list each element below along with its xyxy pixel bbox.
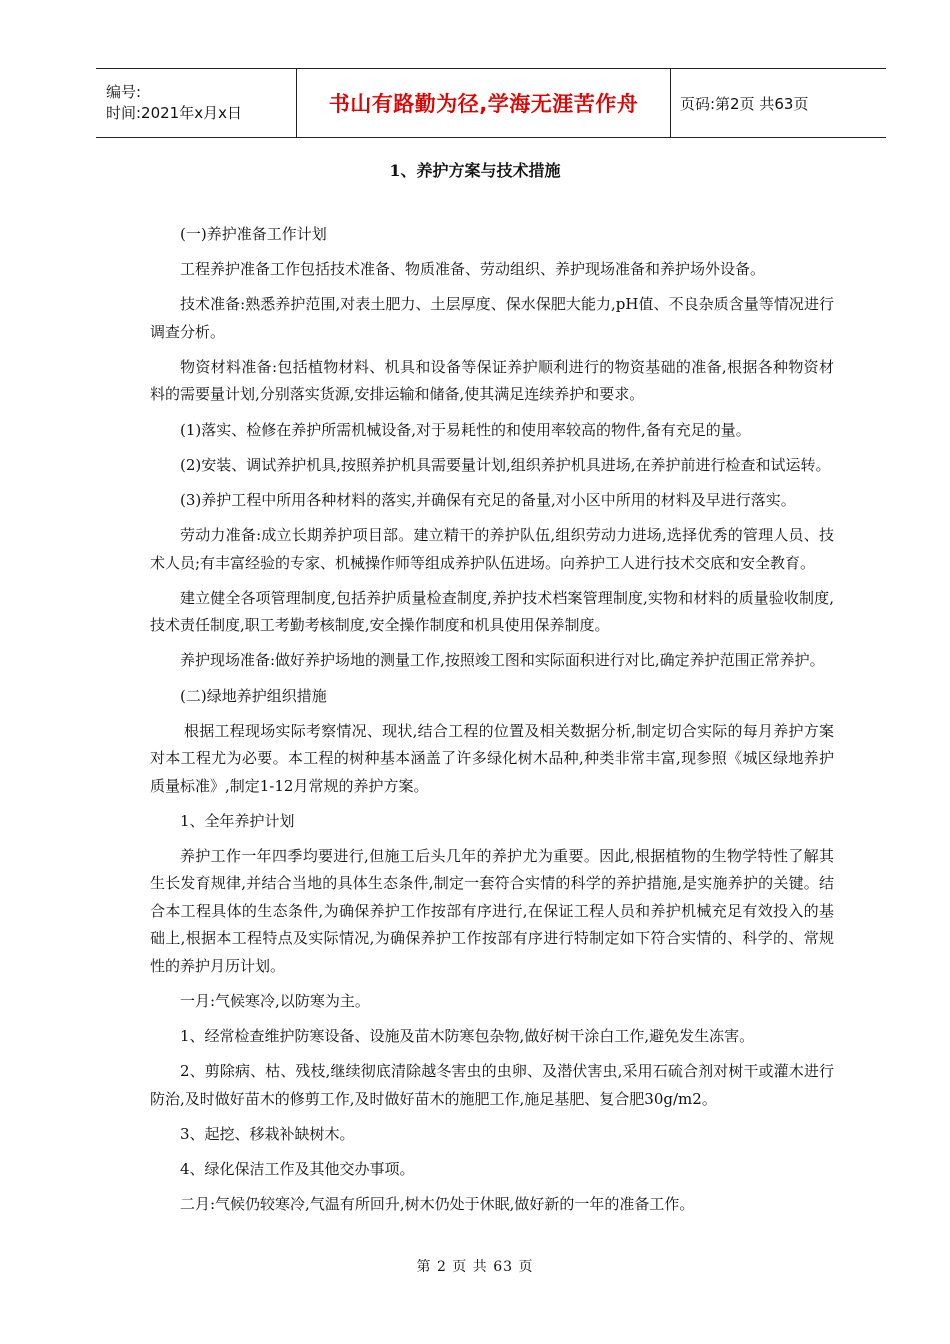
header-page-cell	[671, 69, 886, 137]
body-paragraph: 养护工作一年四季均要进行,但施工后头几年的养护尤为重要。因此,根据植物的生物学特性了解其生长发育规律,并结合当地的具体生态条件,制定一套符合实情的科学的养护措施,是实施养护的关键。结合本工程具体的生态条件,为确保养护工作按部有序进行,在保证工程人员和养护机械充足有效投入的基础上,根据本工程特点及实际情况,为确保养护工作按部有序进行特制定如下符合实情的、科学的、常规性的养护月历计划。	[150, 847, 834, 975]
document-body	[150, 221, 834, 1227]
month-heading: 一月:气候寒冷,以防寒为主。	[180, 991, 370, 1010]
list-item: (2)安装、调试养护机具,按照养护机具需要量计划,组织养护机具进场,在养护前进行检查和试运转。	[180, 455, 831, 474]
list-item: (3)养护工程中所用各种材料的落实,并确保有充足的备量,对小区中所用的材料及早进行落实。	[180, 491, 796, 510]
list-item: (1)落实、检修在养护所需机械设备,对于易耗性的和使用率较高的物件,备有充足的量。	[180, 420, 751, 439]
header-motto: 书山有路勤为径,学海无涯苦作舟	[328, 92, 639, 116]
body-paragraph: 技术准备:熟悉养护范围,对表土肥力、土层厚度、保水保肥大能力,pH值、不良杂质含量等情况进行调查分析。	[150, 295, 834, 341]
document-number-label: 编号:	[106, 83, 142, 101]
body-paragraph: 物资材料准备:包括植物材料、机具和设备等保证养护顺利进行的物资基础的准备,根据各种物资材料的需要量计划,分别落实货源,安排运输和储备,使其满足连续养护和要求。	[150, 358, 834, 404]
header-table	[96, 68, 886, 138]
header-page-info: 页码:第2页 共63页	[680, 94, 809, 113]
list-item: 1、经常检查维护防寒设备、设施及苗木防寒包杂物,做好树干涂白工作,避免发生冻害。	[180, 1027, 755, 1046]
document-title: 1、养护方案与技术措施	[389, 161, 561, 180]
header-meta-cell	[96, 69, 297, 137]
month-heading: 二月:气候仍较寒冷,气温有所回升,树木仍处于休眠,做好新的一年的准备工作。	[180, 1195, 695, 1214]
section-heading: (二)绿地养护组织措施	[180, 686, 327, 705]
list-item: 2、剪除病、枯、残枝,继续彻底清除越冬害虫的虫卵、及潜伏害虫,采用石硫合剂对树干或灌木进行防治,及时做好苗木的修剪工作,及时做好苗木的施肥工作,施足基肥、复合肥30g/m2。	[150, 1062, 834, 1108]
subsection-heading: 1、全年养护计划	[180, 811, 295, 830]
list-item: 3、起挖、移栽补缺树木。	[180, 1124, 355, 1143]
body-paragraph: 养护现场准备:做好养护场地的测量工作,按照竣工图和实际面积进行对比,确定养护范围正常养护。	[180, 651, 825, 670]
list-item: 4、绿化保洁工作及其他交办事项。	[180, 1160, 415, 1179]
page-footer: 第 2 页 共 63 页	[416, 1259, 534, 1275]
body-paragraph: 建立健全各项管理制度,包括养护质量检查制度,养护技术档案管理制度,实物和材料的质量验收制度,技术责任制度,职工考勤考核制度,安全操作制度和机具使用保养制度。	[150, 588, 834, 635]
section-heading: (一)养护准备工作计划	[180, 225, 327, 243]
body-paragraph: 劳动力准备:成立长期养护项目部。建立精干的养护队伍,组织劳动力进场,选择优秀的管理人员、技术人员;有丰富经验的专家、机械操作师等组成养护队伍进场。向养护工人进行技术交底和安全教育。	[150, 526, 834, 572]
body-paragraph: 根据工程现场实际考察情况、现状,结合工程的位置及相关数据分析,制定切合实际的每月养护方案对本工程尤为必要。本工程的树种基本涵盖了许多绿化树木品种,种类非常丰富,现参照《城区绿地养护质量标准》,制定1-12月常规的养护方案。	[150, 721, 834, 795]
body-paragraph: 工程养护准备工作包括技术准备、物质准备、劳动组织、养护现场准备和养护场外设备。	[180, 260, 766, 279]
document-time-label: 时间:2021年x月x日	[106, 104, 242, 122]
header-motto-cell	[297, 69, 671, 137]
